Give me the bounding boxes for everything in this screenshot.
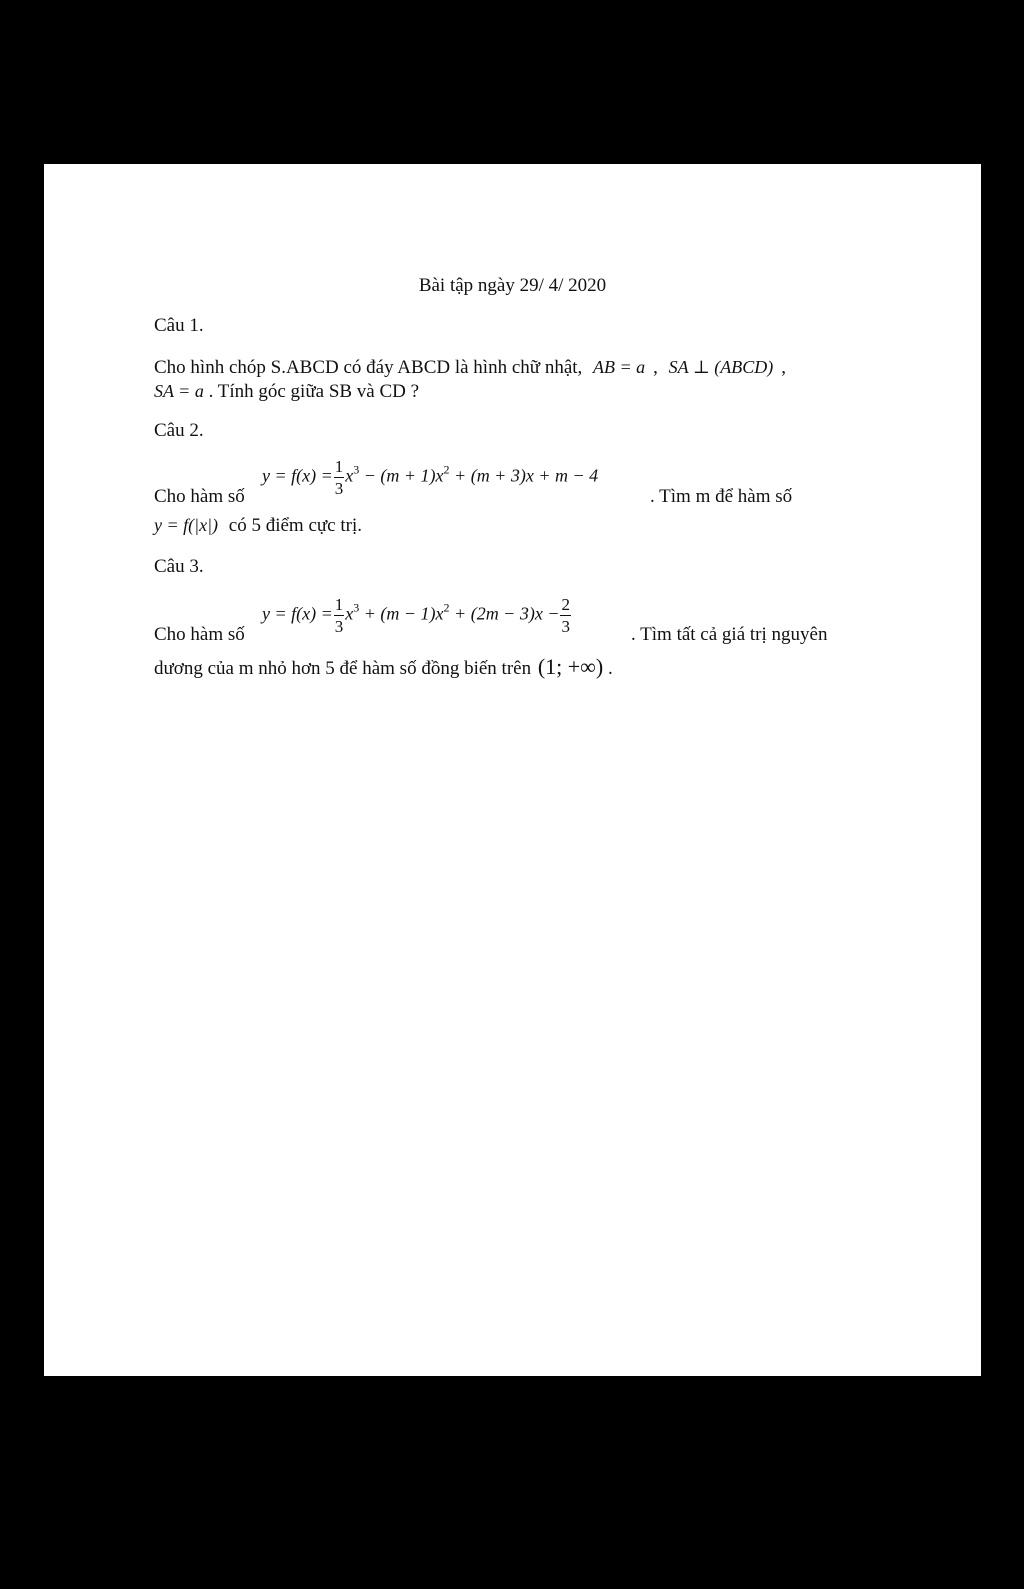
formula-tail: + (2m − 3)x −: [449, 603, 560, 624]
comma: ,: [653, 357, 658, 378]
question-1-label: Câu 1.: [154, 315, 204, 336]
question-2-formula: [262, 458, 598, 497]
math-sa-equals-a: SA = a: [154, 381, 204, 401]
question-1-line-2: [154, 381, 419, 403]
fraction-numerator: 2: [561, 595, 570, 614]
question-2-line-2: [154, 515, 362, 537]
question-3-formula: [262, 596, 572, 635]
fraction-one-third: [334, 458, 345, 497]
question-2-question: có 5 điểm cực trị.: [228, 515, 362, 536]
question-3-prefix: Cho hàm số: [154, 624, 245, 645]
fraction-numerator: 1: [334, 595, 344, 614]
question-1-question: . Tính góc giữa SB và CD ?: [208, 381, 420, 402]
fraction-denominator: 3: [334, 479, 344, 498]
math-f-abs-x: y = f(|x|): [154, 515, 219, 535]
exponent: 2: [443, 462, 450, 477]
question-2-prefix: Cho hàm số: [154, 486, 245, 507]
math-sa-perpendicular: SA ⊥ (ABCD): [668, 357, 774, 377]
formula-lhs: y = f(x) =: [262, 465, 333, 486]
question-1-line-1: [154, 357, 786, 379]
document-title: Bài tập ngày 29/ 4/ 2020: [418, 275, 607, 296]
fraction-one-third: [334, 596, 345, 635]
document-page: [44, 164, 981, 1376]
formula-lhs: y = f(x) =: [262, 603, 333, 624]
math-ab-equals-a: AB = a: [593, 357, 646, 377]
question-1-text: Cho hình chóp S.ABCD có đáy ABCD là hình chữ nhật,: [154, 357, 583, 378]
exponent: 2: [443, 600, 450, 615]
question-3-suffix: . Tìm tất cả giá trị nguyên: [631, 624, 828, 645]
question-2-suffix: . Tìm m để hàm số: [650, 486, 793, 507]
fraction-two-thirds: [560, 596, 571, 635]
formula-tail: + (m + 3)x + m − 4: [449, 465, 599, 486]
period: .: [607, 658, 613, 679]
formula-x: x: [345, 465, 354, 486]
fraction-numerator: 1: [334, 457, 344, 476]
question-3-line-2: [154, 654, 613, 680]
formula-middle: − (m + 1)x: [359, 465, 444, 486]
question-3-label: Câu 3.: [154, 556, 204, 577]
question-3-question: dương của m nhỏ hơn 5 để hàm số đồng biến trên: [154, 658, 532, 679]
formula-middle: + (m − 1)x: [359, 603, 444, 624]
exponent: 3: [353, 600, 360, 615]
comma: ,: [781, 357, 787, 378]
math-interval: (1; +∞): [537, 654, 604, 679]
question-2-label: Câu 2.: [154, 420, 204, 441]
exponent: 3: [353, 462, 360, 477]
formula-x: x: [345, 603, 354, 624]
fraction-denominator: 3: [561, 617, 570, 636]
fraction-denominator: 3: [334, 617, 344, 636]
